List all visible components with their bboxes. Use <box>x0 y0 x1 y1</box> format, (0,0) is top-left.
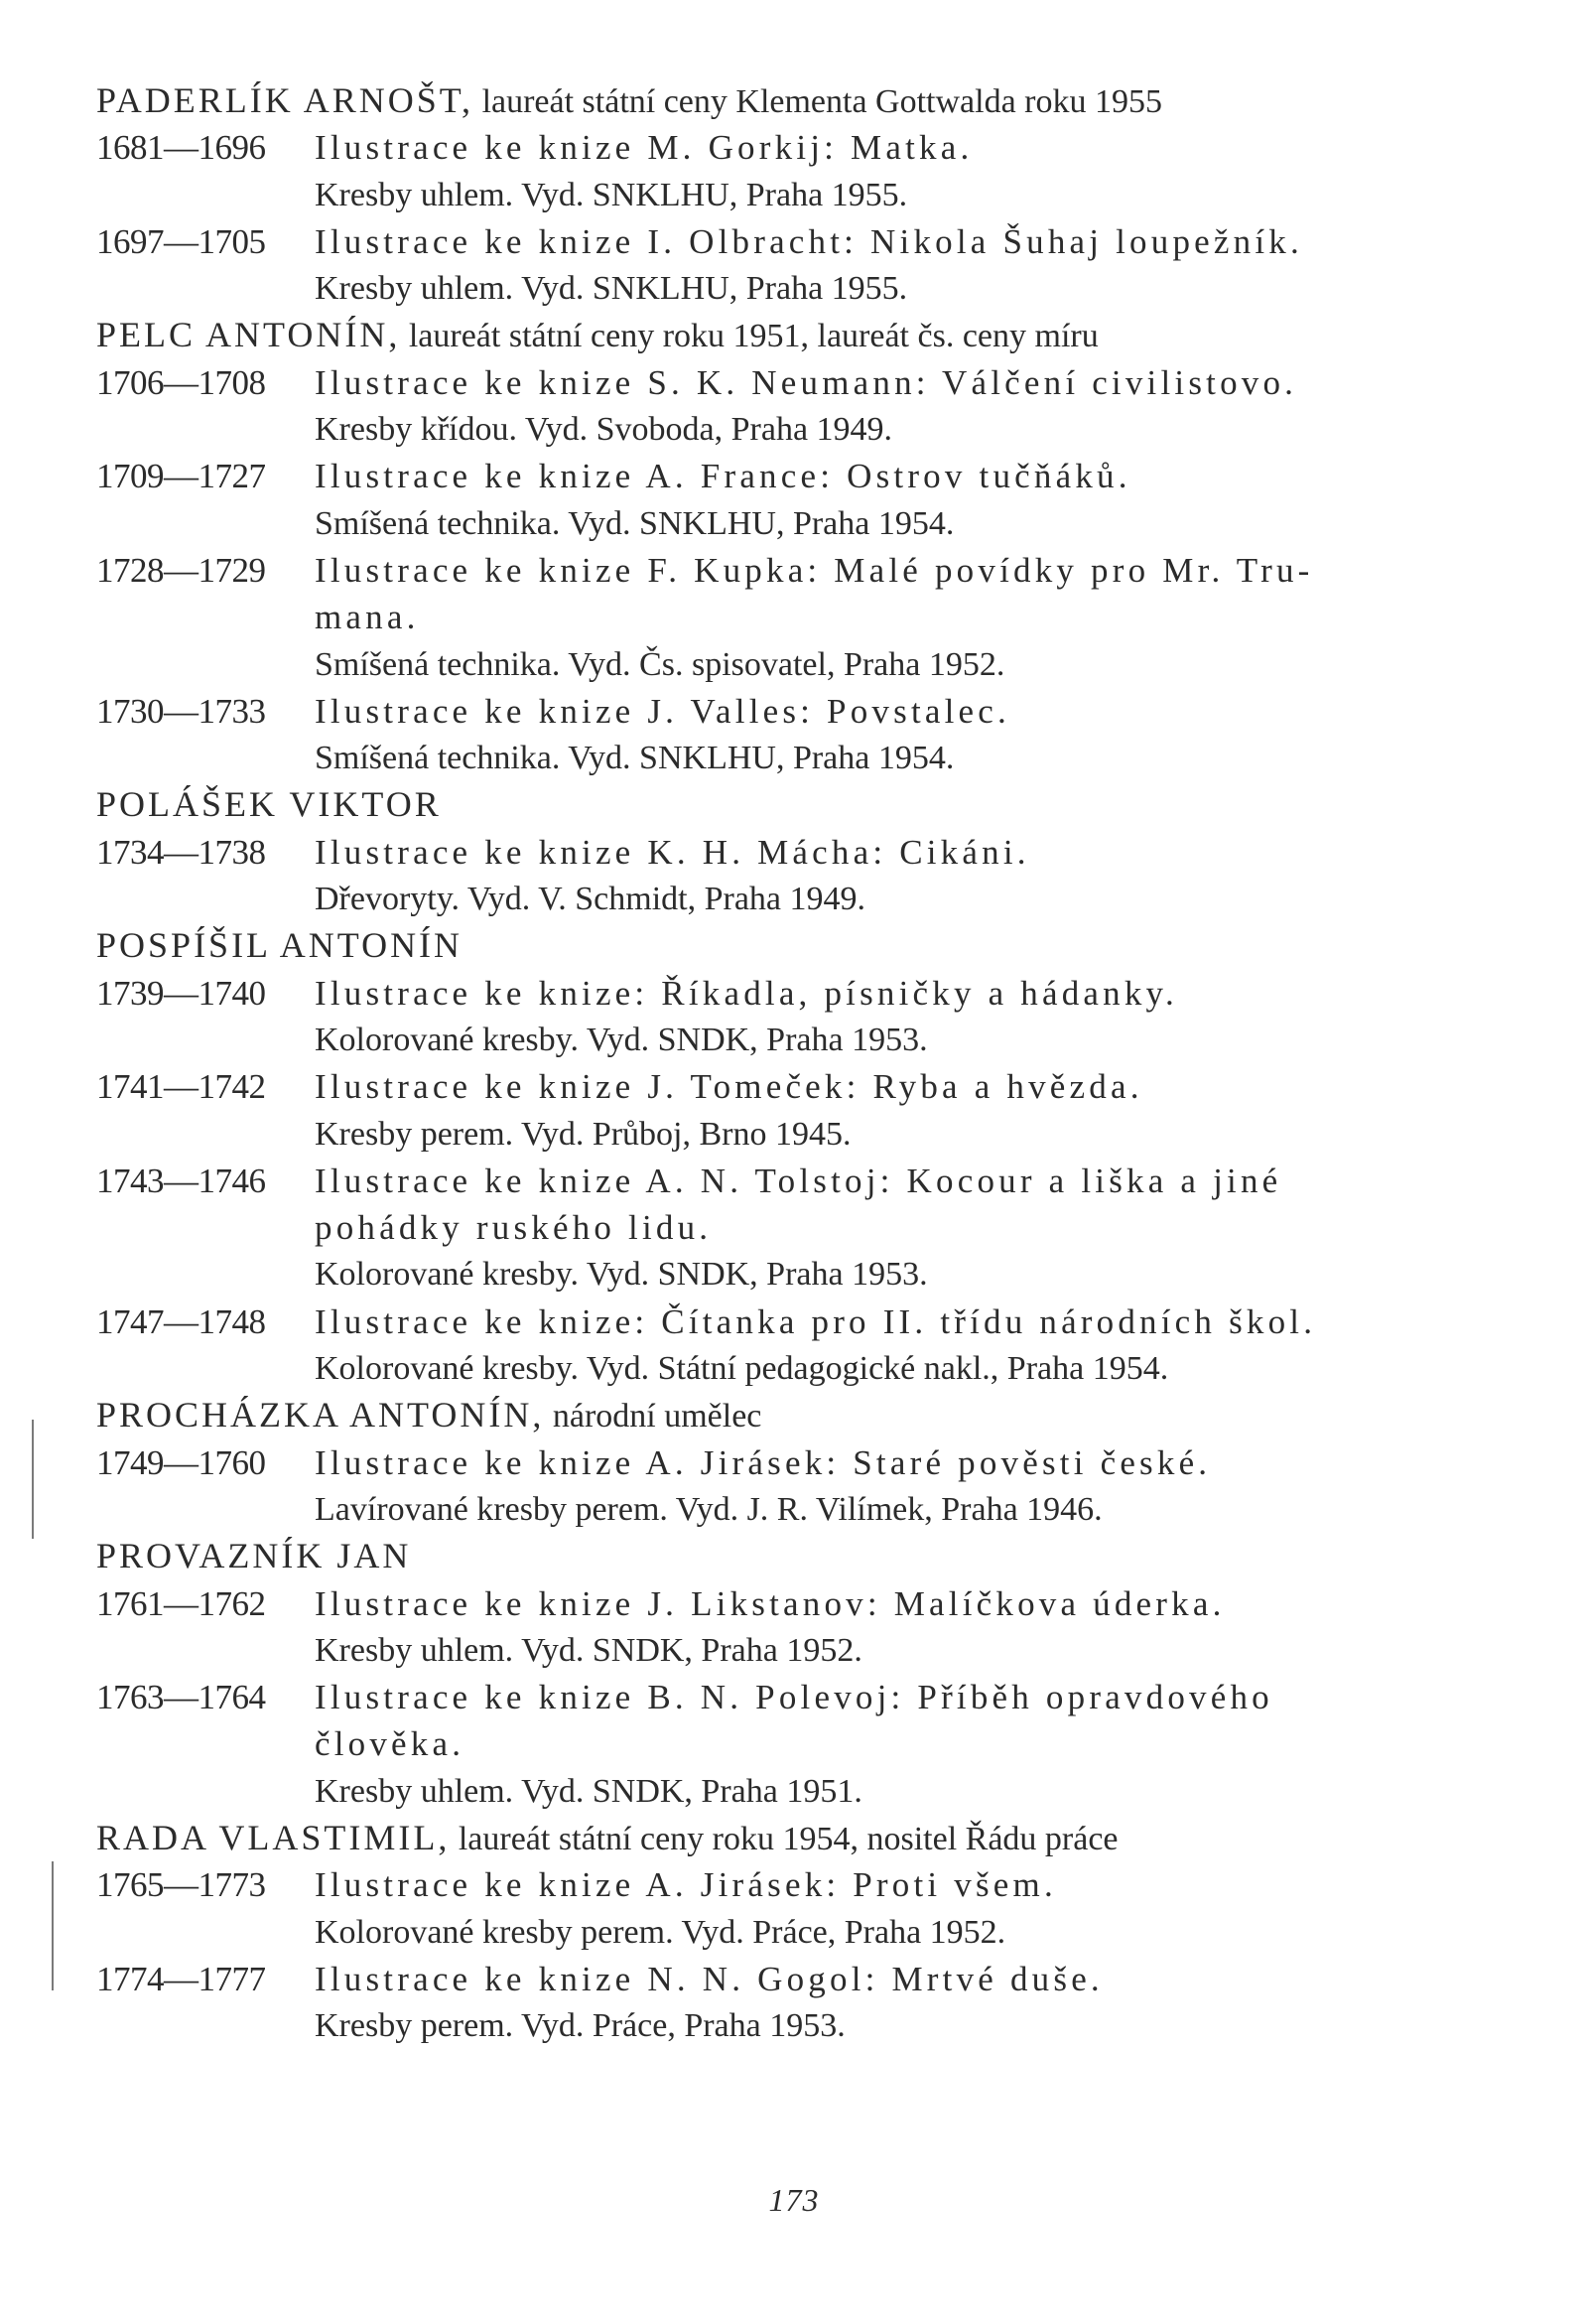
publication-info: Smíšená technika. Vyd. SNKLHU, Praha 1954. <box>315 740 955 777</box>
catalog-entry <box>96 359 1516 406</box>
book-title: Ilustrace ke knize J. Tomeček: Ryba a hvězda. <box>315 1067 1143 1107</box>
book-title: Ilustrace ke knize B. N. Polevoj: Příběh opravdového <box>315 1678 1273 1717</box>
entry-list <box>96 77 1516 2049</box>
publication-info: Kolorované kresby. Vyd. SNDK, Praha 1953. <box>315 1021 928 1058</box>
page-number: 173 <box>768 2182 820 2218</box>
catalog-number: 1706—1708 <box>96 362 266 402</box>
catalog-entry <box>96 124 1516 171</box>
artist-name: POSPÍŠIL ANTONÍN <box>96 925 463 966</box>
publication-info: Lavírované kresby perem. Vyd. J. R. Vilímek, Praha 1946. <box>315 1490 1103 1528</box>
catalog-entry <box>96 1439 1516 1486</box>
publication-info: Kresby perem. Vyd. Práce, Praha 1953. <box>315 2007 846 2045</box>
artist-name: POLÁŠEK VIKTOR <box>96 784 442 825</box>
book-title: Ilustrace ke knize N. N. Gogol: Mrtvé duše. <box>315 1959 1104 1998</box>
catalog-number: 1709—1727 <box>96 457 266 496</box>
catalog-number: 1749—1760 <box>96 1442 266 1482</box>
book-title: Ilustrace ke knize: Říkadla, písničky a hádanky. <box>315 973 1178 1013</box>
catalog-number: 1761—1762 <box>96 1583 266 1623</box>
artist-name: RADA VLASTIMIL, <box>96 1817 451 1857</box>
artist-heading <box>96 1392 1516 1438</box>
catalog-number: 1697—1705 <box>96 221 266 261</box>
catalog-number: 1763—1764 <box>96 1678 266 1717</box>
artist-heading <box>96 77 1516 124</box>
catalog-entry <box>96 829 1516 876</box>
catalog-entry <box>96 1063 1516 1110</box>
book-title: Ilustrace ke knize F. Kupka: Malé povídky pro Mr. Tru- <box>315 550 1314 590</box>
book-title: Ilustrace ke knize K. H. Mácha: Cikáni. <box>315 832 1030 872</box>
artist-heading <box>96 922 1516 969</box>
publication-info: Dřevoryty. Vyd. V. Schmidt, Praha 1949. <box>315 881 866 918</box>
artist-name: PADERLÍK ARNOŠT, <box>96 80 474 120</box>
book-title: Ilustrace ke knize: Čítanka pro II. třídu národních škol. <box>315 1301 1317 1341</box>
book-title: Ilustrace ke knize A. Jirásek: Proti všem. <box>315 1865 1057 1905</box>
publication-info: Kresby uhlem. Vyd. SNKLHU, Praha 1955. <box>315 270 908 308</box>
book-title: Ilustrace ke knize J. Likstanov: Malíčkova úderka. <box>315 1583 1226 1623</box>
publication-info: Kresby křídou. Vyd. Svoboda, Praha 1949. <box>315 411 893 449</box>
margin-pencil-mark <box>32 1420 34 1539</box>
catalog-number: 1730—1733 <box>96 691 266 731</box>
artist-name: PELC ANTONÍN, <box>96 315 401 355</box>
artist-heading <box>96 1815 1516 1861</box>
catalog-entry <box>96 688 1516 735</box>
catalog-number: 1765—1773 <box>96 1865 266 1905</box>
artist-heading <box>96 781 1516 828</box>
catalog-number: 1728—1729 <box>96 550 266 590</box>
publication-info: Kresby uhlem. Vyd. SNDK, Praha 1952. <box>315 1631 862 1669</box>
catalog-number: 1743—1746 <box>96 1161 266 1200</box>
artist-name: PROVAZNÍK JAN <box>96 1536 412 1576</box>
publication-info: Kresby uhlem. Vyd. SNDK, Praha 1951. <box>315 1772 862 1810</box>
artist-heading <box>96 1533 1516 1579</box>
publication-info: Kolorované kresby perem. Vyd. Práce, Praha 1952. <box>315 1913 1006 1951</box>
catalog-entry <box>96 1580 1516 1627</box>
catalog-entry <box>96 970 1516 1017</box>
publication-info: Smíšená technika. Vyd. SNKLHU, Praha 1954. <box>315 504 955 542</box>
book-title-continued: mana. <box>315 598 420 637</box>
book-title: Ilustrace ke knize J. Valles: Povstalec. <box>315 691 1010 731</box>
book-title: Ilustrace ke knize S. K. Neumann: Válčení civilistovo. <box>315 362 1298 402</box>
book-title: Ilustrace ke knize A. N. Tolstoj: Kocour a liška a jiné <box>315 1161 1282 1200</box>
catalog-number: 1734—1738 <box>96 832 266 872</box>
artist-note: laureát státní ceny roku 1951, laureát čs. ceny míru <box>400 318 1099 355</box>
catalog-number: 1747—1748 <box>96 1301 266 1341</box>
catalog-number: 1741—1742 <box>96 1067 266 1107</box>
book-title-continued: pohádky ruského lidu. <box>315 1208 713 1248</box>
catalog-entry <box>96 1861 1516 1908</box>
artist-note: laureát státní ceny roku 1954, nositel Řádu práce <box>450 1820 1119 1857</box>
book-title: Ilustrace ke knize I. Olbracht: Nikola Šuhaj loupežník. <box>315 221 1303 261</box>
artist-heading <box>96 312 1516 358</box>
book-title: Ilustrace ke knize A. France: Ostrov tučňáků. <box>315 457 1131 496</box>
catalog-entry <box>96 1674 1516 1720</box>
artist-note: laureát státní ceny Klementa Gottwalda roku 1955 <box>473 83 1163 120</box>
catalog-entry <box>96 453 1516 499</box>
catalog-entry <box>96 1158 1516 1204</box>
publication-info: Kolorované kresby. Vyd. Státní pedagogické nakl., Praha 1954. <box>315 1350 1169 1388</box>
catalog-entry <box>96 218 1516 265</box>
catalog-number: 1774—1777 <box>96 1959 266 1998</box>
book-title: Ilustrace ke knize A. Jirásek: Staré pověsti české. <box>315 1442 1212 1482</box>
publication-info: Kresby uhlem. Vyd. SNKLHU, Praha 1955. <box>315 176 908 213</box>
catalog-entry <box>96 1299 1516 1345</box>
catalog-number: 1739—1740 <box>96 973 266 1013</box>
margin-pencil-mark <box>52 1861 54 1990</box>
catalog-entry <box>96 1956 1516 2002</box>
catalog-number: 1681—1696 <box>96 128 266 168</box>
book-title: Ilustrace ke knize M. Gorkij: Matka. <box>315 128 974 168</box>
book-title-continued: člověka. <box>315 1724 465 1764</box>
catalog-entry <box>96 547 1516 594</box>
artist-name: PROCHÁZKA ANTONÍN, <box>96 1395 545 1435</box>
publication-info: Kresby perem. Vyd. Průboj, Brno 1945. <box>315 1115 852 1153</box>
publication-info: Kolorované kresby. Vyd. SNDK, Praha 1953. <box>315 1256 928 1294</box>
artist-note: národní umělec <box>544 1398 762 1435</box>
publication-info: Smíšená technika. Vyd. Čs. spisovatel, Praha 1952. <box>315 645 1005 683</box>
